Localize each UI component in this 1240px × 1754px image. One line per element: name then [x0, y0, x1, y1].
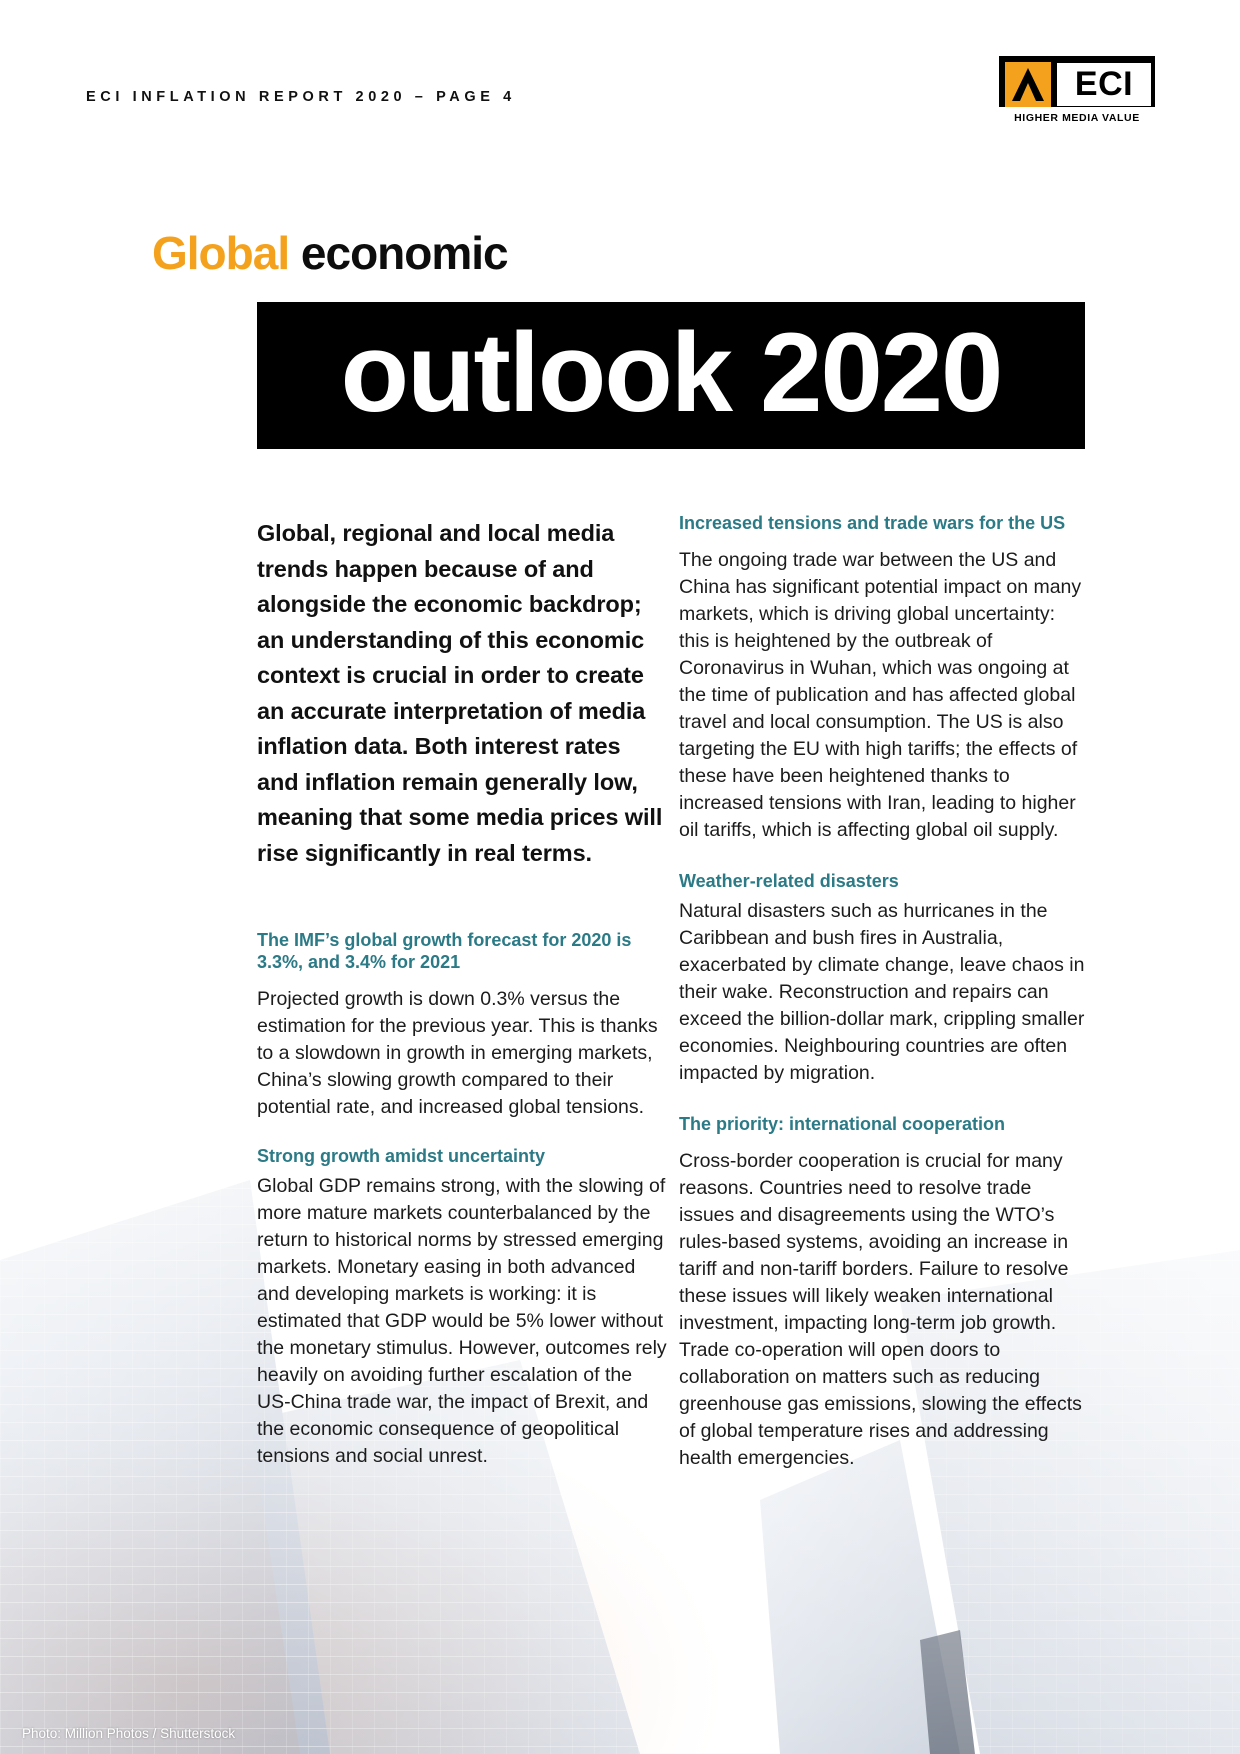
- section-body: Projected growth is down 0.3% versus the estimation for the previous year. This is thanks to a slowdown in growth in emerging markets, China’s slowing growth compared to their potential rate, and increased global tensions.: [257, 988, 658, 1118]
- section-body: Natural disasters such as hurricanes in the Caribbean and bush fires in Australia, exacerbated by climate change, leave chaos in their wake. Reconstruction and repairs can exceed the billion-dollar mark, crippling smaller economies. Neighbouring countries are often impacted by migration.: [679, 900, 1085, 1084]
- photo-credit: Photo: Million Photos / Shutterstock: [22, 1726, 236, 1741]
- title-banner: [257, 302, 1085, 449]
- section-heading: The IMF’s global growth forecast for 2020 is 3.3%, and 3.4% for 2021: [257, 930, 632, 972]
- section-body: Global GDP remains strong, with the slowing of more mature markets counterbalanced by the return to historical norms by stressed emerging markets. Monetary easing in both advanced and developing markets is working: it is estimated that GDP would be 5% lower without the monetary stimulus. However, outcomes rely heavily on avoiding further escalation of the US-China trade war, the impact of Brexit, and the economic consequence of geopolitical tensions and social unrest.: [257, 1175, 667, 1467]
- section-heading: Increased tensions and trade wars for the US: [679, 513, 1066, 533]
- eci-logo: [999, 56, 1155, 126]
- logo-tagline: HIGHER MEDIA VALUE: [1014, 112, 1140, 124]
- intro-paragraph: Global, regional and local media trends happen because of and alongside the economic backdrop; an understanding of this economic context is crucial in order to create an accurate interpretation of media inflation data. Both interest rates and inflation remain generally low, meaning that some media prices will rise significantly in real terms.: [257, 520, 663, 866]
- page-title: [152, 226, 508, 280]
- running-header: ECI INFLATION REPORT 2020 – PAGE 4: [86, 89, 516, 105]
- section-body: Cross-border cooperation is crucial for many reasons. Countries need to resolve trade issues and disagreements using the WTO’s rules-based systems, avoiding an increase in tariff and non-tariff borders. Failure to resolve these issues will likely weaken international investment, impacting long-term job growth. Trade co-operation will open doors to collaboration on matters such as reducing greenhouse gas emissions, slowing the effects of global temperature rises and addressing health emergencies.: [679, 1150, 1082, 1469]
- logo-triangle-icon: [1005, 62, 1051, 107]
- title-banner-text: outlook 2020: [340, 309, 1002, 435]
- section-heading: Weather-related disasters: [679, 871, 899, 891]
- title-accent-word: Global: [152, 227, 290, 279]
- section-heading: Strong growth amidst uncertainty: [257, 1146, 546, 1166]
- right-column: [679, 512, 1089, 1472]
- section-heading: The priority: international cooperation: [679, 1114, 1006, 1134]
- left-column: [257, 516, 667, 1470]
- title-rest: economic: [300, 227, 508, 279]
- section-body: The ongoing trade war between the US and China has significant potential impact on many markets, which is driving global uncertainty: this is heightened by the outbreak of Coronavirus in Wuhan, which was ongoing at the time of publication and has affected global travel and local consumption. The US is also targeting the EU with high tariffs; the effects of these have been heightened thanks to increased tensions with Iran, leading to higher oil tariffs, which is affecting global oil supply.: [679, 549, 1082, 841]
- logo-wordmark: ECI: [1057, 63, 1151, 106]
- logo-frame: [999, 56, 1155, 107]
